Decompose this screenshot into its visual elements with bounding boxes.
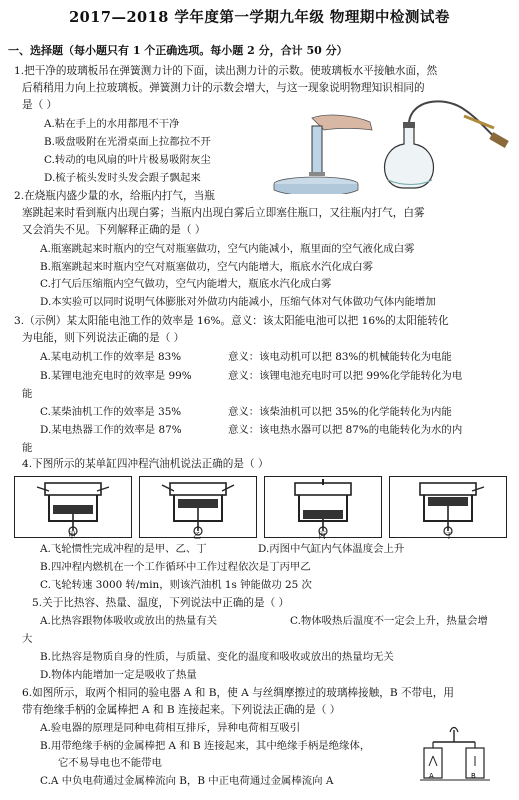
engine-label-ding: 丁 xyxy=(445,531,453,540)
q3-option-d-meaning: 意义：该电热水器可以把 87%的电能转化为水的内 xyxy=(228,424,463,436)
q2-option-a: A.瓶塞跳起来时瓶内的空气对瓶塞做功，空气内能减小，瓶里面的空气液化成白雾 xyxy=(40,243,415,255)
q4-option-d: D.丙图中气缸内气体温度会上升 xyxy=(258,543,405,555)
engine-diagram-ding xyxy=(389,476,507,538)
q3-option-a: A.某电动机工作的效率是 83% xyxy=(40,351,182,363)
q1-option-a: A.粘在手上的水用都甩不干净 xyxy=(44,118,180,130)
q1-stem-line: 1.把干净的玻璃板吊在弹簧测力计的下面，读出测力计的示数。使玻璃板水平接触水面，然 xyxy=(14,65,438,77)
engine-label-jia: 甲 xyxy=(68,531,76,540)
electroscope-label-b: B xyxy=(471,772,476,780)
q3-option-a-meaning: 意义：该电动机可以把 83%的机械能转化为电能 xyxy=(228,351,452,363)
q5-stem: 5.关于比热容、热量、温度，下列说法中正确的是（ ） xyxy=(32,597,290,609)
engine-diagram-bing xyxy=(264,476,382,538)
flask-pump-figure xyxy=(382,96,512,192)
engine-diagram-yi xyxy=(139,476,257,538)
q1-option-b: B.吸盘吸附在光滑桌面上拉都拉不开 xyxy=(44,136,211,148)
q5-option-b: B.比热容是物质自身的性质，与质量、变化的温度和吸收或放出的热量均无关 xyxy=(40,651,394,663)
q3-option-c-meaning: 意义：该柴油机可以把 35%的化学能转化为内能 xyxy=(228,406,452,418)
q3-stem-line: 3.（示例）某太阳能电池工作的效率是 16%。意义：该太阳能电池可以把 16%的太阳能转化 xyxy=(14,315,449,327)
q3-option-c: C.某柴油机工作的效率是 35% xyxy=(40,406,182,418)
q6-option-a: A.验电器的原理是同种电荷相互排斥，异种电荷相互吸引 xyxy=(40,722,301,734)
q4-option-a: A.飞轮惯性完成冲程的是甲、乙、丁 xyxy=(40,543,207,555)
q6-stem-line: 带有绝缘手柄的金属棒把 A 和 B 连接起来。下列说法正确的是（ ） xyxy=(22,704,341,716)
q6-stem-line: 6.如图所示，取两个相同的验电器 A 和 B，使 A 与丝绸摩擦过的玻璃棒接触，B 不带电，用 xyxy=(22,687,454,699)
q1-option-d: D.梳子梳头发时头发会跟子飘起来 xyxy=(44,172,201,184)
q4-option-b: B.四冲程内燃机在一个工作循环中工作过程依次是丁丙甲乙 xyxy=(40,561,311,573)
q1-option-c: C.转动的电风扇的叶片极易吸附灰尘 xyxy=(44,154,211,166)
q2-option-c: C.打气后压缩瓶内空气做功，空气内能增大，瓶底水汽化成白雾 xyxy=(40,278,332,290)
engine-diagram-jia xyxy=(14,476,132,538)
section-heading: 一、选择题（每小题只有 1 个正确选项。每小题 2 分，合计 50 分） xyxy=(8,44,348,57)
q4-stem: 4.下图所示的某单缸四冲程汽油机说法正确的是（ ） xyxy=(22,458,269,470)
q2-stem-line: 又会消失不见。下列解释正确的是（ ） xyxy=(22,224,206,236)
q2-option-d: D.本实验可以同时说明气体膨胀对外做功内能减小，压缩气体对气体做功气体内能增加 xyxy=(40,296,436,308)
q3-option-b: B.某锂电池充电时的效率是 99% xyxy=(40,370,192,382)
electroscope-figure xyxy=(420,726,492,784)
q3-stem-line: 为电能，则下列说法正确的是（ ） xyxy=(22,332,185,344)
q5-option-c-wrap: 大 xyxy=(22,633,33,645)
glass-plate-water-figure xyxy=(272,108,384,194)
electroscope-label-a: A xyxy=(429,772,434,780)
q3-option-d: D.某电热器工作的效率是 87% xyxy=(40,424,182,436)
engine-label-yi: 乙 xyxy=(193,531,201,540)
q2-stem-line: 2.在烧瓶内盛少量的水，给瓶内打气，当瓶 xyxy=(14,190,215,202)
engine-stroke-figure xyxy=(140,477,256,537)
q3-option-d-wrap: 能 xyxy=(22,442,33,454)
engine-stroke-figure xyxy=(265,477,381,537)
q1-stem-line: 后稍稍用力向上拉玻璃板。弹簧测力计的示数会增大，与这一现象说明物理知识相同的 xyxy=(22,82,425,94)
q5-option-d: D.物体内能增加一定是吸收了热量 xyxy=(40,669,197,681)
q1-stem-line: 是（ ） xyxy=(22,99,58,111)
q3-option-b-wrap: 能 xyxy=(22,388,33,400)
q6-option-b-wrap: 它不易导电也不能带电 xyxy=(58,757,162,769)
q2-stem-line: 塞跳起来时看到瓶内出现白雾；当瓶内出现白雾后立即塞住瓶口，又往瓶内打气，白雾 xyxy=(22,207,425,219)
q6-option-c: C.A 中负电荷通过金属棒流向 B，B 中正电荷通过金属棒流向 A xyxy=(40,775,334,787)
q5-option-c: C.物体吸热后温度不一定会上升，热量会增 xyxy=(290,615,488,627)
q6-option-b: B.用带绝缘手柄的金属棒把 A 和 B 连接起来，其中绝缘手柄是绝缘体， xyxy=(40,740,371,752)
q4-option-c: C.飞轮转速 3000 转/min，则该汽油机 1s 钟能做功 25 次 xyxy=(40,579,312,591)
engine-stroke-figure xyxy=(15,477,131,537)
page-title: 2017—2018 学年度第一学期九年级 物理期中检测试卷 xyxy=(69,9,450,26)
engine-label-bing: 丙 xyxy=(318,531,326,540)
engine-stroke-figure xyxy=(390,477,506,537)
q5-option-a: A.比热容跟物体吸收或放出的热量有关 xyxy=(40,615,218,627)
q2-option-b: B.瓶塞跳起来时瓶内空气对瓶塞做功，空气内能增大，瓶底水汽化成白雾 xyxy=(40,261,374,273)
q3-option-b-meaning: 意义：该锂电池充电时可以把 99%化学能转化为电 xyxy=(228,370,463,382)
